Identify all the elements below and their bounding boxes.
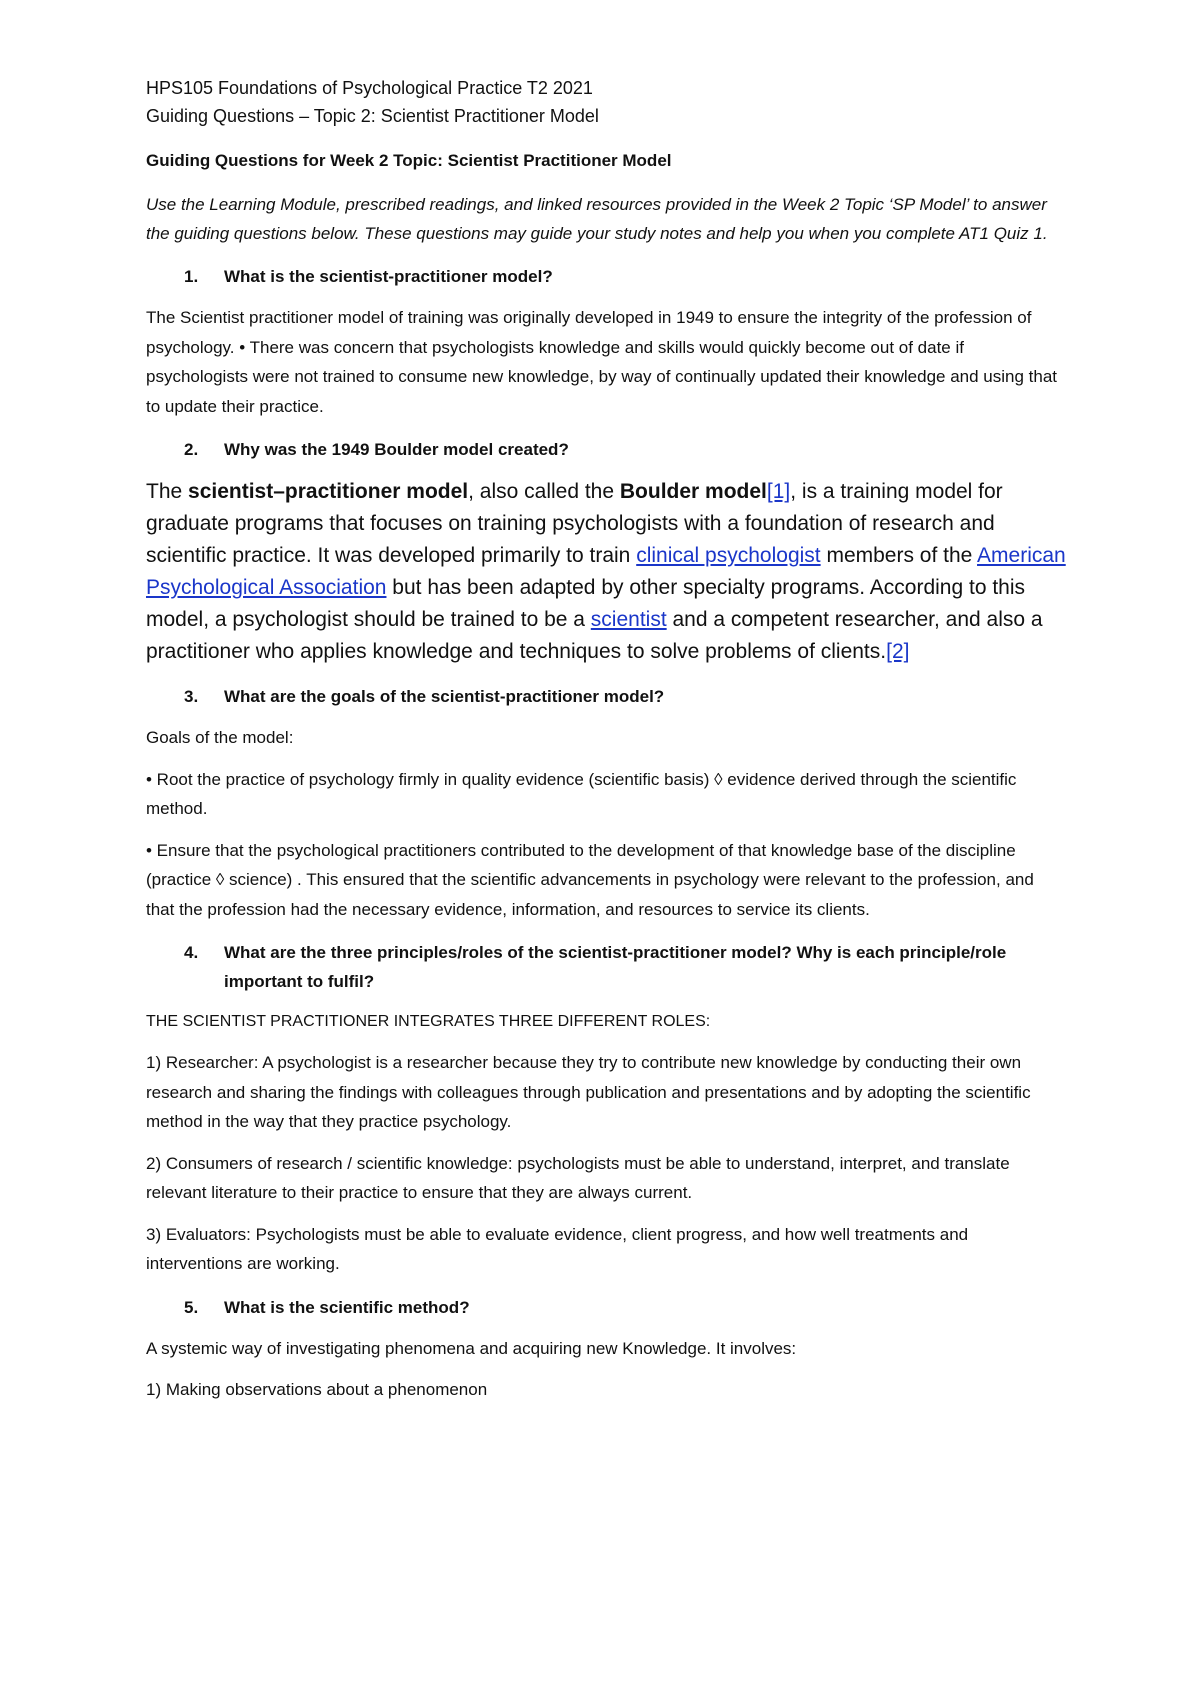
- link-scientist[interactable]: scientist: [590, 608, 667, 631]
- question-text: Why was the 1949 Boulder model created?: [224, 440, 569, 459]
- reference-link-2[interactable]: [2]: [886, 640, 910, 663]
- answer-text: , also called the: [468, 480, 620, 503]
- answer-text: The: [146, 480, 189, 503]
- answer-text: and a competent researcher, and also a practitioner who applies knowledge and techniques to solve problems of clients.: [146, 608, 1043, 663]
- goal-item-2: • Ensure that the psychological practitioners contributed to the development of that knowledge base of the discipline (practice ◊ science) . This ensured that the scientific advancements in psychology were relevant to the profession, and that the profession had the necessary evidence, information, and resources to service its clients.: [146, 840, 1034, 919]
- header-course-line: HPS105 Foundations of Psychological Practice T2 2021: [146, 78, 593, 98]
- question-number: 5.: [184, 1297, 199, 1317]
- goals-lead: Goals of the model:: [146, 728, 294, 747]
- answer-text: members of the: [820, 544, 978, 567]
- answer-text: , is a training model for graduate programs that focuses on training psychologists with a foundation of research and scientific practice. It was developed primarily to train: [146, 480, 1003, 567]
- document-title: Guiding Questions for Week 2 Topic: Scientist Practitioner Model: [146, 151, 672, 170]
- answer-text: but has been adapted by other specialty programs. According to this model, a psychologist should be trained to be a: [146, 576, 1026, 631]
- answer-1: The Scientist practitioner model of training was originally developed in 1949 to ensure the integrity of the profession of psychology. • There was concern that psychologists knowledge and skills would quickly become out of date if psychologists were not trained to consume new knowledge, by way of continually updated their knowledge and using that to update their practice.: [146, 308, 1058, 416]
- question-3: [146, 682, 1066, 711]
- question-2: [146, 435, 1066, 464]
- question-text: What are the three principles/roles of the scientist-practitioner model? Why is each principle/role important to fulfil?: [224, 943, 1007, 991]
- question-number: 2.: [184, 440, 199, 459]
- method-lead: A systemic way of investigating phenomena and acquiring new Knowledge. It involves:: [146, 1338, 797, 1358]
- question-text: What is the scientific method?: [224, 1297, 470, 1317]
- reference-link-1[interactable]: [1]: [766, 480, 791, 503]
- answer-2: [146, 476, 1066, 668]
- goal-item-1: • Root the practice of psychology firmly in quality evidence (scientific basis) ◊ evidence derived through the scientific method.: [146, 769, 1017, 818]
- question-number: 3.: [184, 687, 199, 706]
- method-step-1: 1) Making observations about a phenomenon: [146, 1380, 488, 1399]
- question-text: What is the scientist-practitioner model?: [224, 267, 553, 286]
- role-item-1: 1) Researcher: A psychologist is a researcher because they try to contribute new knowledge by conducting their own research and sharing the findings with colleagues through publication and presentations and by adopting the scientific method in the way that they practice psychology.: [146, 1053, 1031, 1131]
- header-topic-line: Guiding Questions – Topic 2: Scientist Practitioner Model: [146, 106, 599, 126]
- question-1: [146, 262, 1066, 291]
- intro-paragraph: Use the Learning Module, prescribed readings, and linked resources provided in the Week 2 Topic ‘SP Model’ to answer the guiding questions below. These questions may guide your study notes and help you when you complete AT1 Quiz 1.: [146, 195, 1048, 243]
- question-4: [146, 938, 1066, 996]
- link-american-psychological-association[interactable]: American Psychological Association: [146, 544, 1066, 599]
- document-page: [146, 74, 1066, 1405]
- question-text: What are the goals of the scientist-practitioner model?: [224, 687, 665, 706]
- term-boulder-model: Boulder model: [619, 480, 767, 503]
- question-number: 1.: [184, 267, 199, 286]
- role-item-3: 3) Evaluators: Psychologists must be able to evaluate evidence, client progress, and how well treatments and interventions are working.: [146, 1224, 969, 1273]
- question-number: 4.: [184, 943, 199, 962]
- roles-lead: THE SCIENTIST PRACTITIONER INTEGRATES THREE DIFFERENT ROLES:: [146, 1013, 711, 1030]
- term-scientist-practitioner: scientist–practitioner model: [188, 480, 469, 503]
- link-clinical-psychologist[interactable]: clinical psychologist: [636, 544, 821, 567]
- question-5: [146, 1293, 1066, 1322]
- role-item-2: 2) Consumers of research / scientific knowledge: psychologists must be able to understand, interpret, and translate relevant literature to their practice to ensure that they are always current.: [146, 1153, 1010, 1202]
